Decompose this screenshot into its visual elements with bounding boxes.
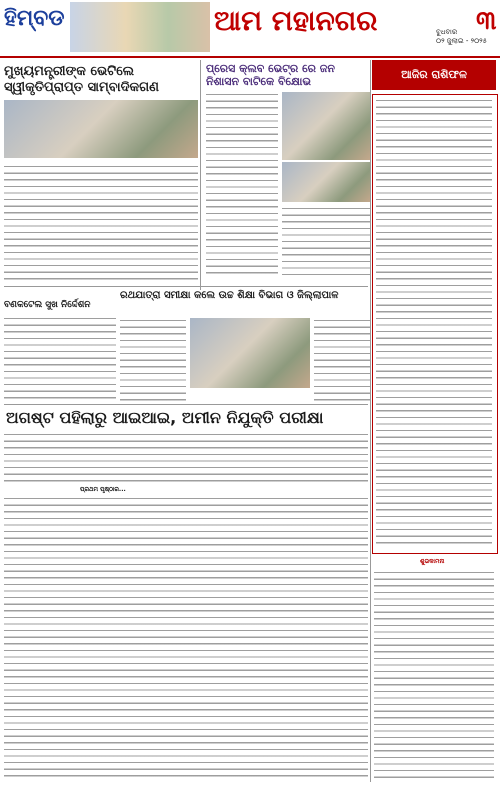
brand-name: ହିମ୍ବଡ — [4, 6, 65, 31]
headline-top-left: ମୁଖ୍ୟମନ୍ତ୍ରୀଙ୍କ ଭେଟିଲେ ସ୍ୱୀକୃତିପ୍ରାପ୍ତ ସାମ୍ବାଦିକଗଣ — [4, 64, 159, 95]
headline-top-center: ପ୍ରେସ କ୍ଲବ ଭେଟ୍ର ରେ ଜନ ନିଶାସନ ବାଟିକେ ବିକ୍ଷୋଭ — [206, 62, 335, 88]
photo-protest — [282, 92, 370, 160]
story-text-middle — [120, 318, 186, 402]
story-text-middle-2 — [314, 318, 370, 402]
photo-protest-2 — [282, 162, 370, 202]
photo-chief-minister-meeting — [4, 100, 198, 158]
sub-heading: ପ୍ରଥମ ପୃଷ୍ଠାର... — [80, 486, 126, 493]
divider — [370, 60, 371, 782]
story-text-bottom — [4, 496, 368, 780]
rashiphala-heading: ଆଜିର ରାଶିଫଳ — [372, 60, 496, 90]
shubh-text — [374, 570, 494, 780]
shubh-heading: ଶୁଭକାମନା — [420, 558, 445, 565]
headline-banner: ଅଗଷ୍ଟ ପହିଲାରୁ ଆଇଆଇ, ଅମୀନ ନିଯୁକ୍ତି ପରୀକ୍ଷା — [6, 408, 324, 427]
rashiphala-text — [376, 98, 492, 548]
masthead — [0, 0, 500, 58]
story-text-top-center — [206, 92, 278, 278]
date: ବୁଧବାର ୦୨ ଜୁଲାଇ - ୨୦୨୫ — [436, 28, 488, 45]
page-title: ଆମ ମହାନଗର — [214, 4, 378, 37]
story-text-banner — [4, 432, 368, 482]
headline-middle: ରଥଯାତ୍ରା ସମୀକ୍ଷା କଲେ ଉଚ୍ଚ ଶିକ୍ଷା ବିଭାଗ ଓ ଜିଲ୍ଲାପାଳ — [120, 290, 339, 301]
story-text-left-mid — [4, 316, 116, 400]
divider — [200, 60, 201, 290]
headline-left-mid: ବଣକଟେଲ ସୁଖ ନିର୍ଦ୍ଦେଶନ — [4, 300, 91, 310]
divider — [4, 286, 368, 287]
page-number: ୩ — [476, 6, 497, 36]
story-text-top-center-2 — [282, 206, 370, 278]
story-text-top-left — [4, 164, 198, 282]
photo-review-meeting — [190, 318, 310, 388]
divider — [4, 404, 368, 405]
masthead-photos — [70, 2, 210, 52]
